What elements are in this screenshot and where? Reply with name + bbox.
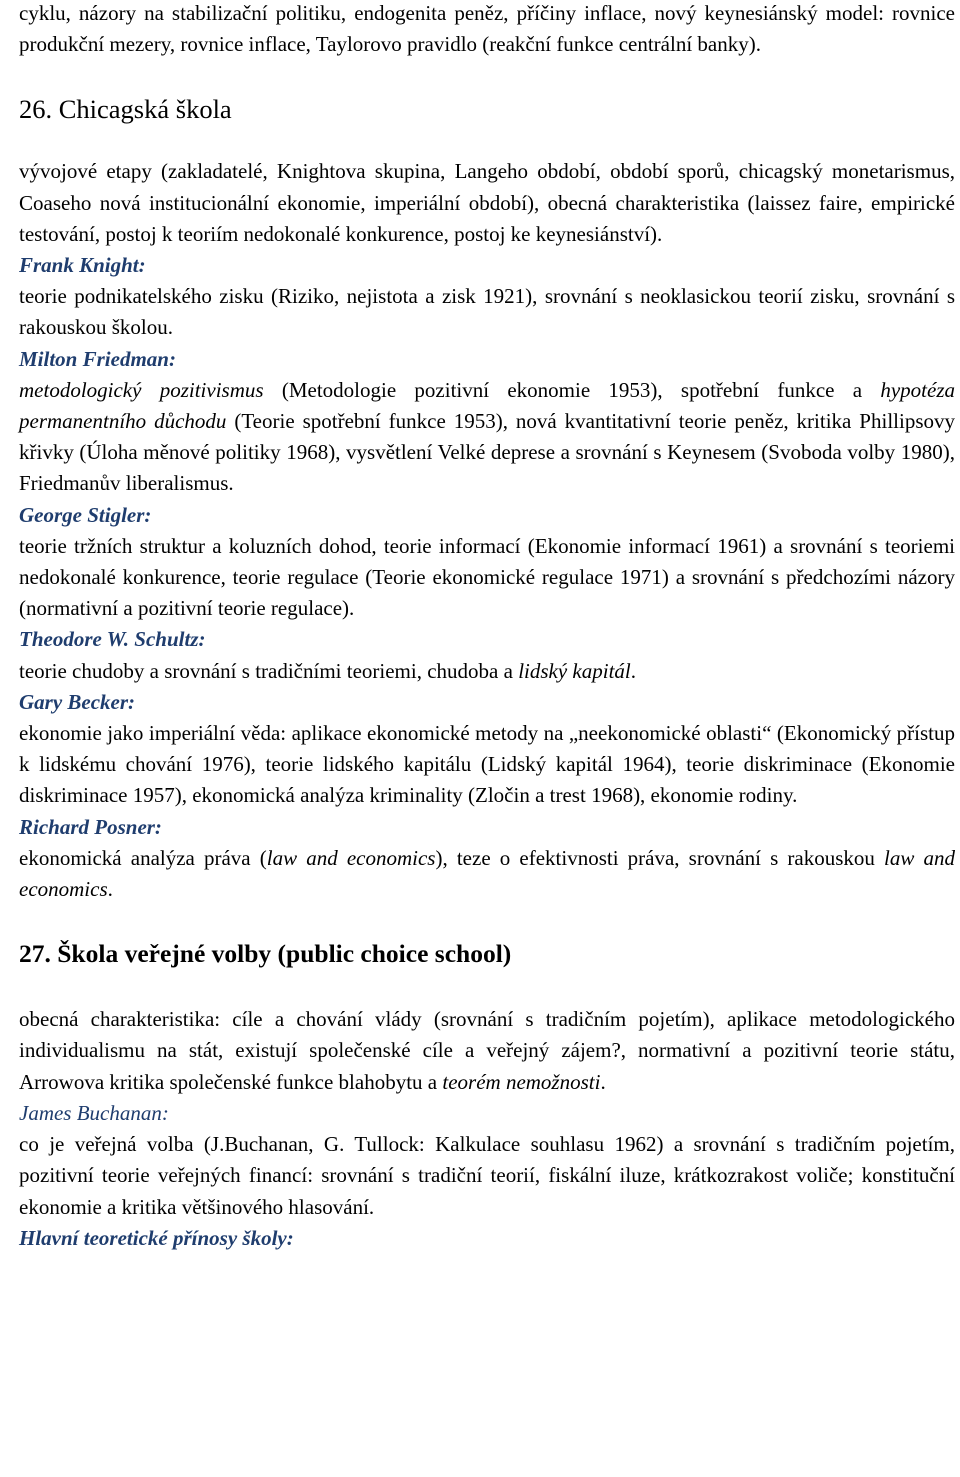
posner-italic-1: law and economics <box>266 845 436 870</box>
public-choice-overview-text-2: . <box>600 1069 606 1094</box>
posner-italic-2: law and economics <box>19 845 955 902</box>
public-choice-overview-text-1: obecná charakteristika: cíle a chování vlády (srovnání s tradičním pojetím), aplikace metodologického individualismu na stát, existují společenské cíle a veřejný zájem?, normativní a pozitivní teorie státu, Arrowova kritika společenské funkce blahobytu a <box>19 1007 955 1094</box>
posner-text-3: . <box>107 877 113 902</box>
public-choice-overview-italic: teorém nemožnosti <box>442 1069 601 1094</box>
section-27-heading <box>19 938 955 969</box>
knight-paragraph <box>19 281 955 343</box>
buchanan-heading: James Buchanan: <box>19 1100 169 1125</box>
friedman-italic-2: hypotéza permanentního důchodu <box>19 377 955 434</box>
friedman-heading: Milton Friedman: <box>19 346 176 371</box>
chicago-overview <box>19 156 955 250</box>
stigler-text: teorie tržních struktur a koluzních dohod, teorie informací (Ekonomie informací 1961) a srovnání s teoriemi nedokonalé konkurence, teorie regulace (Teorie ekonomické regulace 1971) a srovnání s předchozími názory (normativní a pozitivní teorie regulace). <box>19 533 955 621</box>
posner-text-1: ekonomická analýza práva ( <box>19 845 267 870</box>
posner-paragraph <box>19 843 955 905</box>
contributions-heading: Hlavní teoretické přínosy školy: <box>19 1225 294 1250</box>
section-27-title: 27. Škola veřejné volby (public choice school) <box>19 939 512 969</box>
public-choice-overview <box>19 1004 955 1098</box>
posner-heading: Richard Posner: <box>19 814 162 839</box>
schultz-italic: lidský kapitál <box>518 658 631 683</box>
knight-heading: Frank Knight: <box>19 253 146 278</box>
buchanan-text: co je veřejná volba (J.Buchanan, G. Tullock: Kalkulace souhlasu 1962) a srovnání s tradičním pojetím, pozitivní teorie veřejných financí: srovnání s tradiční teorií, fiskální iluze, krátkozrakost voliče; konstituční ekonomie a kritika většinového hlasování. <box>19 1132 955 1219</box>
schultz-heading: Theodore W. Schultz: <box>19 627 206 652</box>
friedman-italic-1: metodologický pozitivismus <box>19 377 264 402</box>
schultz-text-1: teorie chudoby a srovnání s tradičními teoriemi, chudoba a <box>19 658 519 683</box>
stigler-heading: George Stigler: <box>19 502 152 527</box>
chicago-overview-text: vývojové etapy (zakladatelé, Knightova skupina, Langeho období, období sporů, chicagský monetarismus, Coaseho nová institucionální ekonomie, imperiální období), obecná charakteristika (laissez faire, empirické testování, postoj k teoriím nedokonalé konkurence, postoj ke keynesiánství). <box>19 159 955 246</box>
section-26-title: 26. Chicagská škola <box>19 94 232 125</box>
friedman-paragraph <box>19 375 955 500</box>
knight-text: teorie podnikatelského zisku (Riziko, nejistota a zisk 1921), srovnání s neoklasickou teorií zisku, srovnání s rakouskou školou. <box>19 284 955 340</box>
becker-text: ekonomie jako imperiální věda: aplikace ekonomické metody na „neekonomické oblasti“ (Ekonomický přístup k lidskému chování 1976), teorie lidského kapitálu (Lidský kapitál 1964), teorie diskriminace (Ekonomie diskriminace 1957), ekonomická analýza kriminality (Zločin a trest 1968), ekonomie rodiny. <box>19 721 955 808</box>
becker-heading: Gary Becker: <box>19 689 136 714</box>
friedman-text-2: (Teorie spotřební funkce 1953), nová kvantitativní teorie peněz, kritika Phillipsovy křivky (Úloha měnové politiky 1968), vysvětlení Velké deprese a srovnání s Keynesem (Svoboda volby 1980), Friedmanův liberalismus. <box>19 409 955 496</box>
stigler-paragraph <box>19 531 955 625</box>
schultz-text-2: . <box>630 658 636 683</box>
intro-text: cyklu, názory na stabilizační politiku, endogenita peněz, příčiny inflace, nový keynesiánský model: rovnice produkční mezery, rovnice inflace, Taylorovo pravidlo (reakční funkce centrální banky). <box>19 1 955 57</box>
schultz-paragraph <box>19 656 955 687</box>
friedman-text-1: (Metodologie pozitivní ekonomie 1953), spotřební funkce a <box>263 377 881 402</box>
section-26-heading <box>19 94 955 125</box>
buchanan-paragraph <box>19 1129 955 1223</box>
intro-paragraph <box>19 0 955 60</box>
document-page <box>19 0 955 1254</box>
becker-paragraph <box>19 718 955 812</box>
posner-text-2: ), teze o efektivnosti práva, srovnání s rakouskou <box>435 845 885 870</box>
